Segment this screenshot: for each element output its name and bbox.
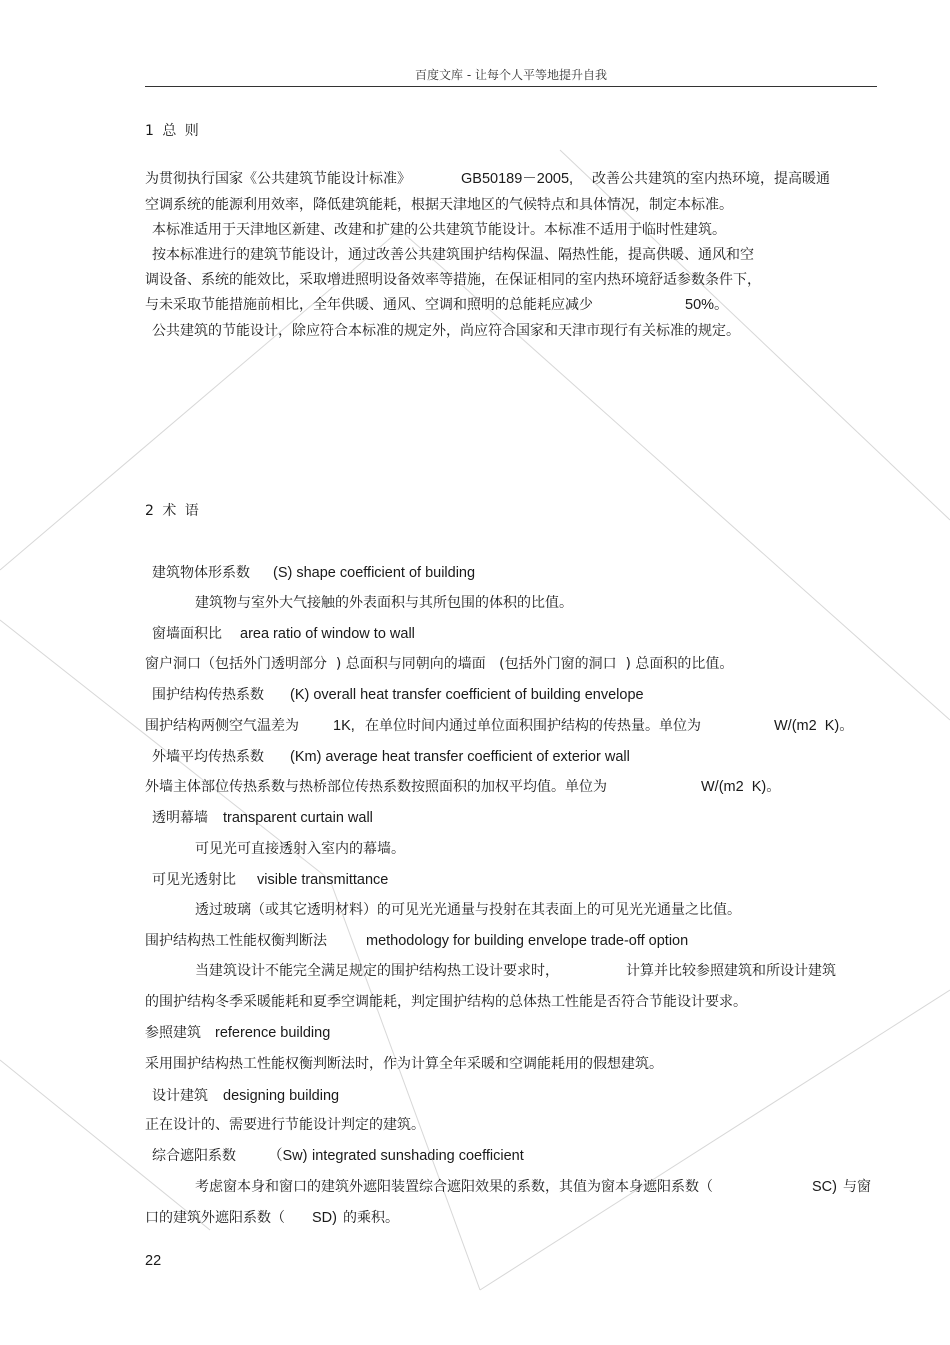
term-cn: 设计建筑 bbox=[152, 1088, 208, 1104]
symbol: SD) bbox=[312, 1210, 337, 1226]
term-heading bbox=[145, 932, 689, 950]
paragraph-line: 调设备、系统的能效比，采取增进照明设备效率等措施，在保证相同的室内热环境舒适参数条件下， bbox=[145, 272, 761, 288]
term-heading bbox=[152, 625, 415, 643]
term-heading bbox=[145, 1024, 331, 1042]
term-cn: 综合遮阳系数 bbox=[152, 1148, 236, 1164]
term-definition bbox=[195, 962, 836, 980]
page-number: 22 bbox=[145, 1253, 162, 1269]
section-2-heading: 2 术 语 bbox=[145, 503, 201, 519]
term-en: methodology for building envelope trade-off option bbox=[366, 933, 689, 949]
term-definition bbox=[145, 717, 854, 735]
term-cn: 透明幕墙 bbox=[152, 810, 208, 826]
text: 与未采取节能措施前相比，全年供暖、通风、空调和照明的总能耗应减少 bbox=[145, 297, 593, 313]
term-definition: 采用围护结构热工性能权衡判断法时，作为计算全年采暖和空调能耗用的假想建筑。 bbox=[145, 1056, 663, 1072]
paragraph-line bbox=[145, 170, 830, 188]
term-en: integrated sunshading coefficient bbox=[312, 1148, 524, 1164]
header-rule bbox=[145, 86, 877, 87]
text: 与窗 bbox=[843, 1179, 871, 1195]
text: 改善公共建筑的室内热环境，提高暖通 bbox=[592, 171, 830, 187]
standard-code: GB50189－2005, bbox=[461, 171, 574, 187]
term-definition: 窗户洞口（包括外门透明部分 ) 总面积与同朝向的墙面 (包括外门窗的洞口 ) 总面积的比值。 bbox=[145, 656, 734, 672]
term-definition bbox=[145, 778, 781, 796]
term-symbol: （Sw) bbox=[268, 1148, 308, 1164]
term-en: (S) shape coefficient of building bbox=[273, 565, 476, 581]
term-heading bbox=[152, 871, 389, 889]
unit: W/(m2 K)。 bbox=[701, 779, 781, 795]
term-cn: 参照建筑 bbox=[145, 1025, 201, 1041]
term-heading bbox=[152, 686, 644, 704]
term-cn: 外墙平均传热系数 bbox=[152, 749, 264, 765]
paragraph-line: 本标准适用于天津地区新建、改建和扩建的公共建筑节能设计。本标准不适用于临时性建筑。 bbox=[152, 222, 726, 238]
term-definition bbox=[195, 1178, 871, 1196]
term-en: (Km) average heat transfer coefficient of exterior wall bbox=[290, 749, 630, 765]
text: 口的建筑外遮阳系数（ bbox=[145, 1210, 285, 1226]
term-heading bbox=[152, 809, 373, 827]
paragraph-line: 公共建筑的节能设计，除应符合本标准的规定外，尚应符合国家和天津市现行有关标准的规定。 bbox=[152, 323, 740, 339]
percentage: 50%。 bbox=[685, 297, 729, 313]
text: 的乘积。 bbox=[343, 1210, 399, 1226]
term-en: (K) overall heat transfer coefficient of building envelope bbox=[290, 687, 644, 703]
paragraph-line bbox=[145, 296, 729, 314]
term-definition: 透过玻璃（或其它透明材料）的可见光光通量与投射在其表面上的可见光光通量之比值。 bbox=[195, 902, 741, 918]
term-cn: 建筑物体形系数 bbox=[152, 565, 250, 581]
paragraph-line: 按本标准进行的建筑节能设计，通过改善公共建筑围护结构保温、隔热性能，提高供暖、通风和空 bbox=[152, 247, 754, 263]
term-en: designing building bbox=[223, 1088, 340, 1104]
term-heading bbox=[152, 1147, 524, 1165]
term-cn: 窗墙面积比 bbox=[152, 626, 222, 642]
term-cn: 可见光透射比 bbox=[152, 872, 236, 888]
symbol: SC) bbox=[812, 1179, 837, 1195]
section-1-heading: 1 总 则 bbox=[145, 123, 201, 139]
value: 1K, bbox=[333, 718, 355, 734]
term-en: transparent curtain wall bbox=[223, 810, 373, 826]
text: 为贯彻执行国家《公共建筑节能设计标准》 bbox=[145, 171, 411, 187]
term-en: visible transmittance bbox=[257, 872, 389, 888]
term-en: area ratio of window to wall bbox=[240, 626, 415, 642]
text: 外墙主体部位传热系数与热桥部位传热系数按照面积的加权平均值。单位为 bbox=[145, 779, 607, 795]
paragraph-line: 空调系统的能源利用效率，降低建筑能耗，根据天津地区的气候特点和具体情况，制定本标准。 bbox=[145, 197, 733, 213]
term-definition: 建筑物与室外大气接触的外表面积与其所包围的体积的比值。 bbox=[195, 595, 573, 611]
term-definition: 正在设计的、需要进行节能设计判定的建筑。 bbox=[145, 1117, 425, 1133]
text: 当建筑设计不能完全满足规定的围护结构热工设计要求时， bbox=[195, 963, 559, 979]
term-cn: 围护结构热工性能权衡判断法 bbox=[145, 933, 327, 949]
term-heading bbox=[152, 564, 476, 582]
unit: W/(m2 K)。 bbox=[774, 718, 854, 734]
page-header: 百度文库 - 让每个人平等地提升自我 bbox=[415, 68, 607, 82]
text: 围护结构两侧空气温差为 bbox=[145, 718, 299, 734]
term-definition: 的围护结构冬季采暖能耗和夏季空调能耗，判定围护结构的总体热工性能是否符合节能设计要求。 bbox=[145, 994, 747, 1010]
term-heading bbox=[152, 748, 630, 766]
text: 考虑窗本身和窗口的建筑外遮阳装置综合遮阳效果的系数，其值为窗本身遮阳系数（ bbox=[195, 1179, 713, 1195]
term-en: reference building bbox=[215, 1025, 331, 1041]
text: 计算并比较参照建筑和所设计建筑 bbox=[626, 963, 836, 979]
term-definition bbox=[145, 1209, 399, 1227]
term-heading bbox=[152, 1087, 340, 1105]
text: 在单位时间内通过单位面积围护结构的传热量。单位为 bbox=[365, 718, 701, 734]
term-definition: 可见光可直接透射入室内的幕墙。 bbox=[195, 841, 405, 857]
term-cn: 围护结构传热系数 bbox=[152, 687, 264, 703]
